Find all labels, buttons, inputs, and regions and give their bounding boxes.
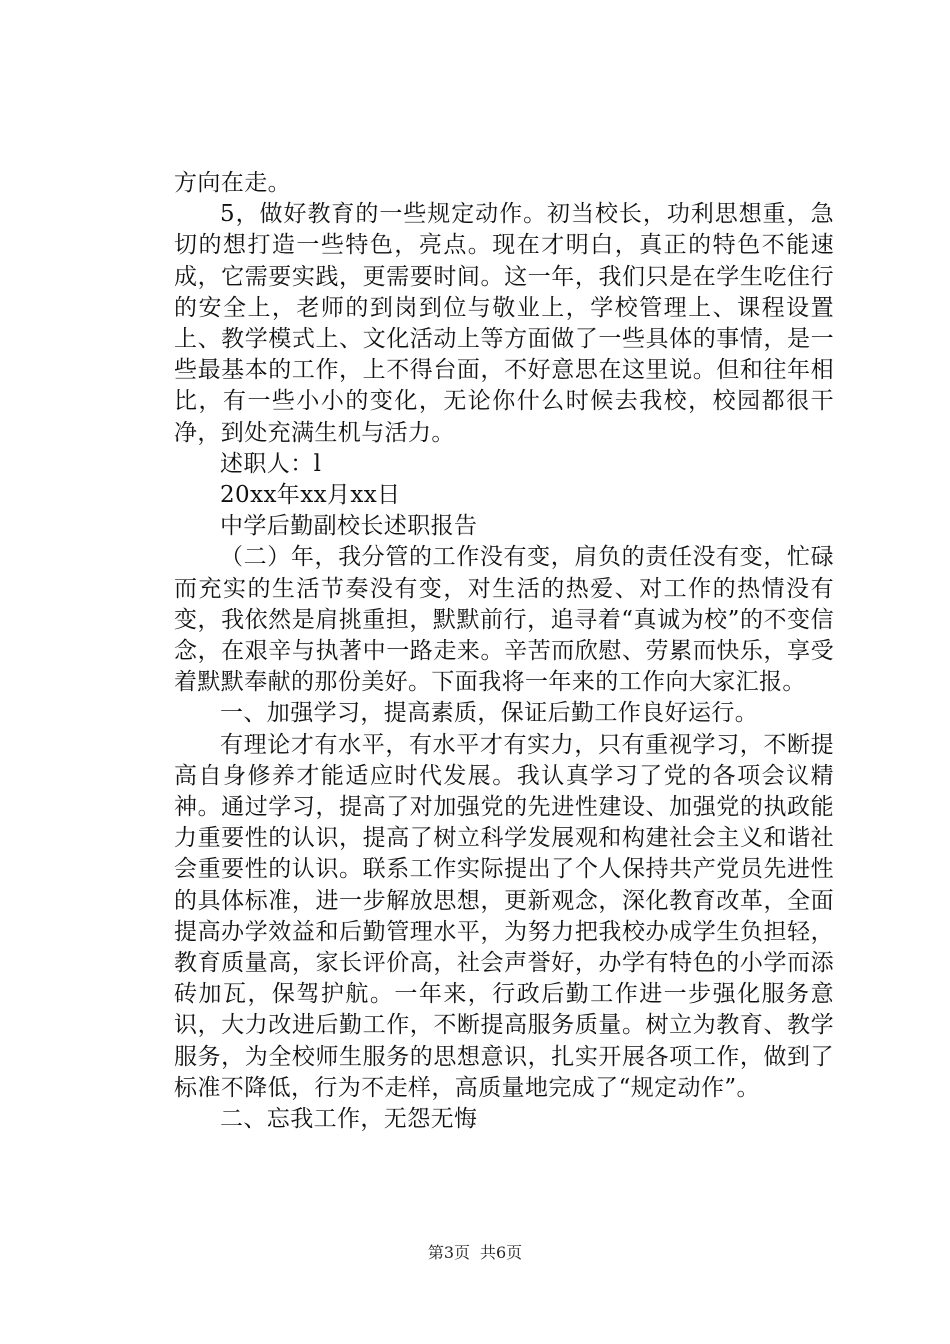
section-heading-2: 二、忘我工作，无怨无悔 — [220, 1106, 478, 1133]
date-line: 20xx年xx月xx日 — [220, 482, 401, 509]
report-title: 中学后勤副校长述职报告 — [220, 513, 478, 540]
signature-line: 述职人：l — [220, 450, 322, 477]
paragraph-intro: （二）年，我分管的工作没有变，肩负的责任没有变，忙碌而充实的生活节奏没有变，对生活的热爱、对工作的热情没有变，我依然是肩挑重担，默默前行，追寻着“真诚为校”的不变信念，在艰辛与执著中一路走来。辛苦而欣慰、劳累而快乐，享受着默默奉献的那份美好。下面我将一年来的工作向大家汇报。 — [174, 544, 834, 696]
section-heading-1: 一、加强学习，提高素质，保证后勤工作良好运行。 — [220, 700, 759, 727]
paragraph-study: 有理论才有水平，有水平才有实力，只有重视学习，不断提高自身修养才能适应时代发展。我认真学习了党的各项会议精神。通过学习，提高了对加强党的先进性建设、加强党的执政能力重要性的认识，提高了树立科学发展观和构建社会主义和谐社会重要性的认识。联系工作实际提出了个人保持共产党员先进性的具体标准，进一步解放思想，更新观念，深化教育改革，全面提高办学效益和后勤管理水平，为努力把我校办成学生负担轻，教育质量高，家长评价高，社会声誉好，办学有特色的小学而添砖加瓦，保驾护航。一年来，行政后勤工作进一步强化服务意识，大力改进后勤工作，不断提高服务质量。树立为教育、教学服务，为全校师生服务的思想意识，扎实开展各项工作，做到了标准不降低，行为不走样，高质量地完成了“规定动作”。 — [174, 731, 834, 1101]
paragraph-continuation: 方向在走。 — [174, 170, 291, 196]
page-footer — [0, 1243, 950, 1263]
page-total: 共6页 — [480, 1243, 523, 1262]
document-body — [174, 168, 834, 1135]
page-number: 第3页 — [427, 1243, 470, 1262]
paragraph-item-5: 5，做好教育的一些规定动作。初当校长，功利思想重，急切的想打造一些特色，亮点。现在才明白，真正的特色不能速成，它需要实践，更需要时间。这一年，我们只是在学生吃住行的安全上，老师的到岗到位与敬业上，学校管理上、课程设置上、教学模式上、文化活动上等方面做了一些具体的事情，是一些最基本的工作，上不得台面，不好意思在这里说。但和往年相比，有一些小小的变化，无论你什么时候去我校，校园都很干净，到处充满生机与活力。 — [174, 201, 834, 446]
